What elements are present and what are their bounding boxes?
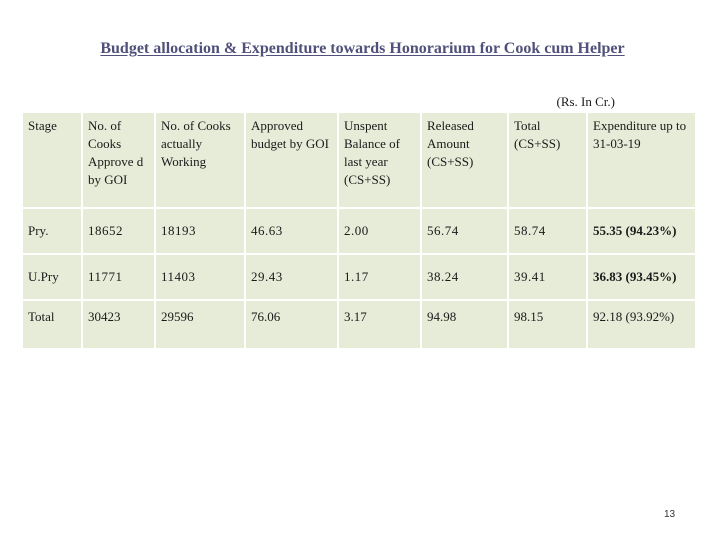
table-cell: 46.63 bbox=[245, 208, 338, 254]
table-cell: 3.17 bbox=[338, 300, 421, 349]
table-cell: 11771 bbox=[82, 254, 155, 300]
header-cell: Unspent Balance of last year (CS+SS) bbox=[338, 112, 421, 208]
header-cell: Released Amount (CS+SS) bbox=[421, 112, 508, 208]
page-number: 13 bbox=[664, 509, 676, 520]
table-cell: 98.15 bbox=[508, 300, 587, 349]
header-cell: Total (CS+SS) bbox=[508, 112, 587, 208]
header-cell: Approved budget by GOI bbox=[245, 112, 338, 208]
table-cell: 1.17 bbox=[338, 254, 421, 300]
table-cell: 92.18 (93.92%) bbox=[587, 300, 696, 349]
table-total-row bbox=[22, 300, 696, 349]
table-cell: 38.24 bbox=[421, 254, 508, 300]
table-cell: 29.43 bbox=[245, 254, 338, 300]
table-cell: 18652 bbox=[82, 208, 155, 254]
header-cell: No. of Cooks actually Working bbox=[155, 112, 245, 208]
header-cell: No. of Cooks Approve d by GOI bbox=[82, 112, 155, 208]
table-cell: U.Pry bbox=[22, 254, 82, 300]
table-row bbox=[22, 254, 696, 300]
table-cell: 29596 bbox=[155, 300, 245, 349]
table-cell: 56.74 bbox=[421, 208, 508, 254]
header-cell: Stage bbox=[22, 112, 82, 208]
table-cell: 30423 bbox=[82, 300, 155, 349]
table-cell: 39.41 bbox=[508, 254, 587, 300]
table-cell: 2.00 bbox=[338, 208, 421, 254]
table-header-row bbox=[22, 112, 696, 208]
table-cell: 36.83 (93.45%) bbox=[587, 254, 696, 300]
page-title: Budget allocation & Expenditure towards Honorarium for Cook cum Helper bbox=[100, 40, 625, 57]
table-cell: 94.98 bbox=[421, 300, 508, 349]
table-cell: Pry. bbox=[22, 208, 82, 254]
table-cell: 58.74 bbox=[508, 208, 587, 254]
units-note: (Rs. In Cr.) bbox=[556, 94, 615, 109]
table-cell: 18193 bbox=[155, 208, 245, 254]
table-cell: 11403 bbox=[155, 254, 245, 300]
table-cell: 55.35 (94.23%) bbox=[587, 208, 696, 254]
header-cell: Expenditure up to 31-03-19 bbox=[587, 112, 696, 208]
table-cell: 76.06 bbox=[245, 300, 338, 349]
table-cell: Total bbox=[22, 300, 82, 349]
budget-table bbox=[21, 111, 697, 350]
table-row bbox=[22, 208, 696, 254]
